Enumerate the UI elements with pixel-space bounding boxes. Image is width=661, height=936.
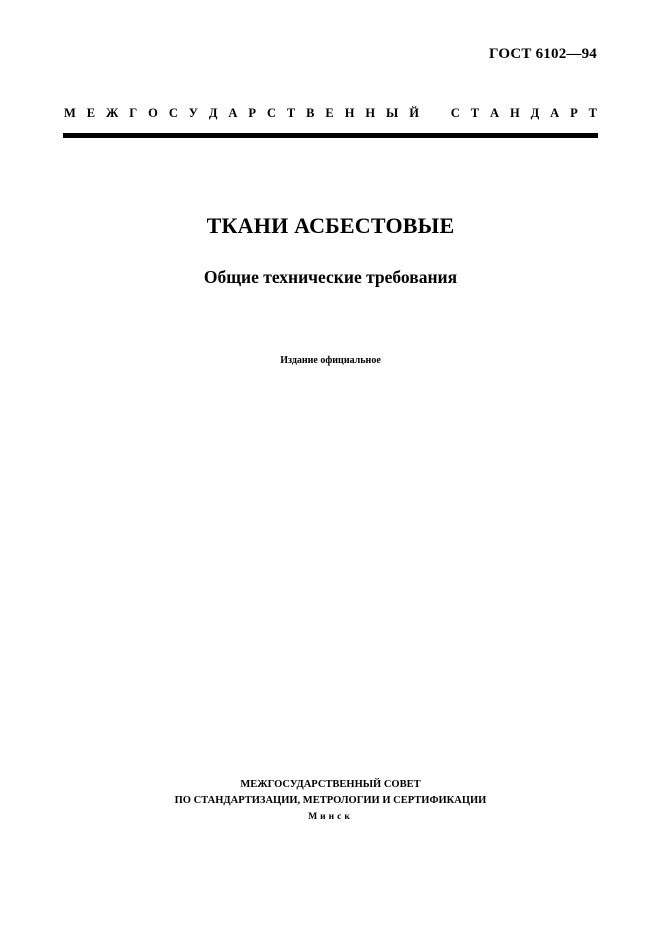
document-title: ТКАНИ АСБЕСТОВЫЕ	[206, 213, 455, 238]
standard-type-heading: М Е Ж Г О С У Д А Р С Т В Е Н Н Ы Й С Т А Н Д А Р Т	[64, 106, 597, 120]
document-number: ГОСТ 6102—94	[488, 46, 597, 62]
publisher-block	[0, 777, 661, 825]
edition-note: Издание официальное	[280, 355, 381, 366]
header-divider	[63, 133, 598, 138]
publisher-line-2: ПО СТАНДАРТИЗАЦИИ, МЕТРОЛОГИИ И СЕРТИФИКАЦИИ	[174, 795, 487, 806]
publisher-city: Минск	[308, 812, 353, 822]
document-subtitle: Общие технические требования	[203, 267, 458, 287]
publisher-line-1: МЕЖГОСУДАРСТВЕННЫЙ СОВЕТ	[240, 779, 421, 790]
